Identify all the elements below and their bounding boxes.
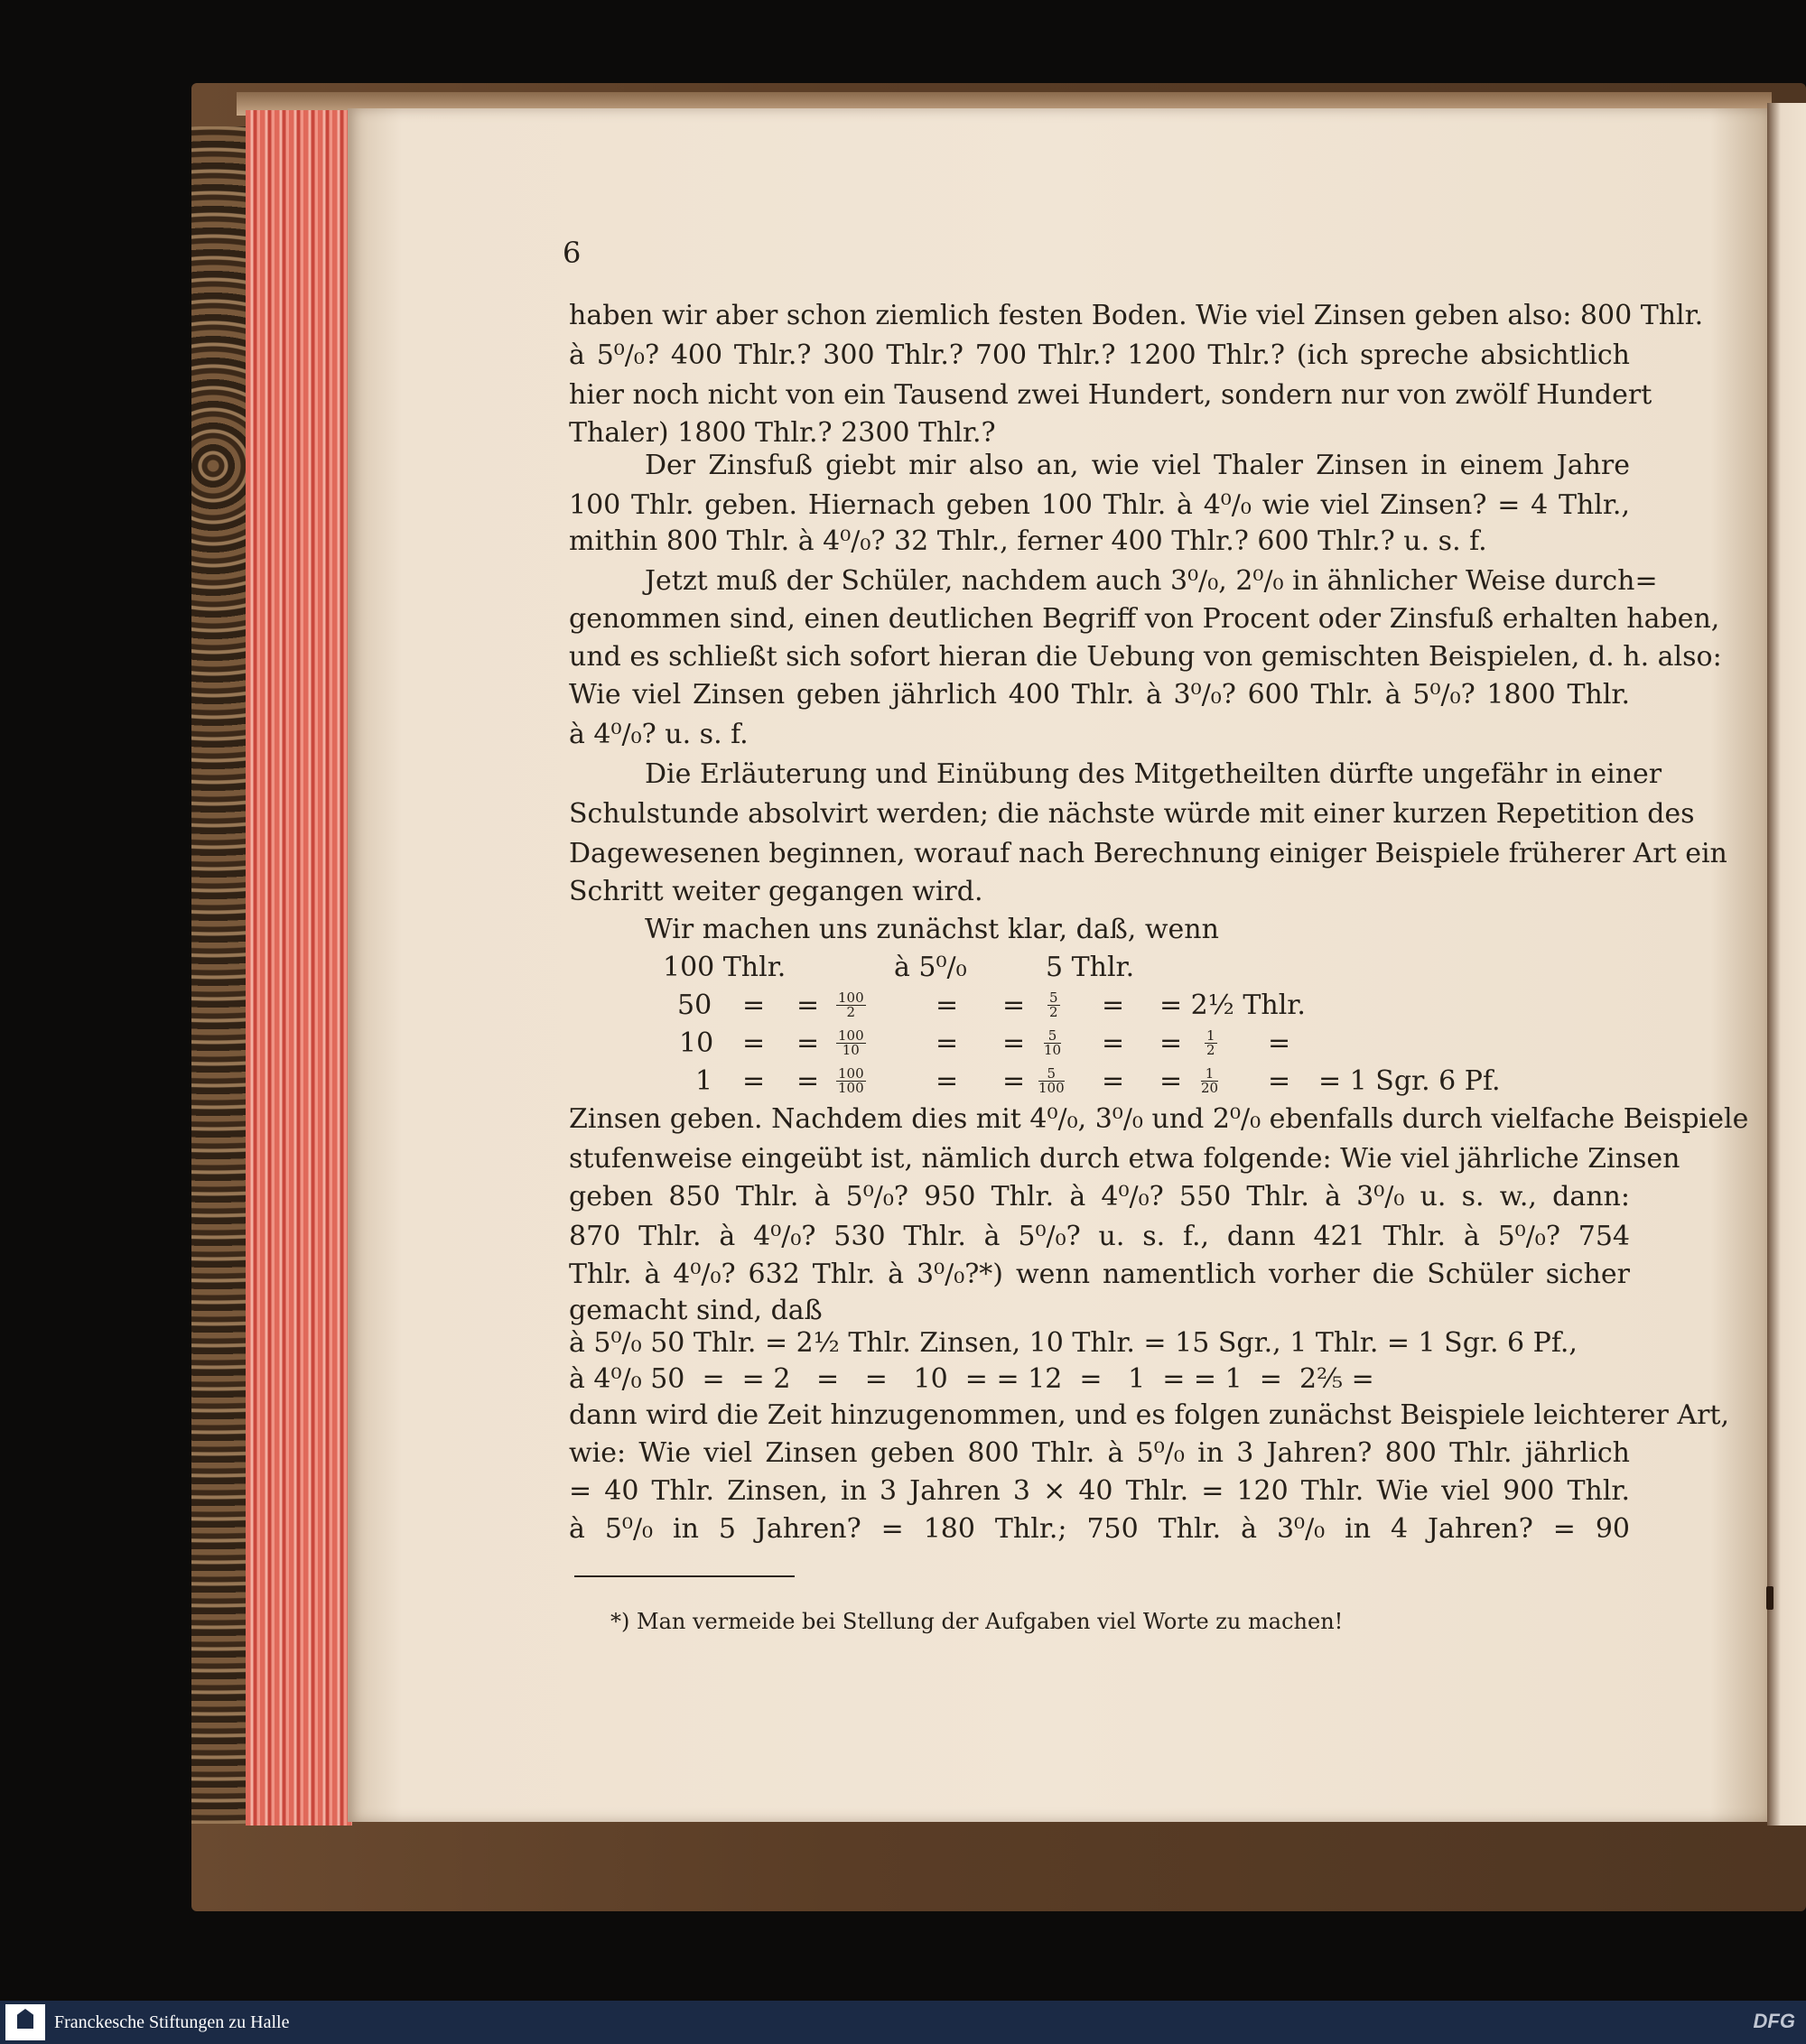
facing-page — [1767, 103, 1806, 1826]
table-cell: = — [1002, 989, 1026, 1021]
page-tab-mark — [1766, 1586, 1773, 1610]
text-line: à 4⁰/₀? u. s. f. — [569, 719, 749, 750]
page-edges — [246, 110, 352, 1826]
text-line: Dagewesenen beginnen, worauf nach Berechnung einiger Beispiele früherer Art ein — [569, 838, 1727, 869]
table-cell: = — [796, 1027, 820, 1059]
table-cell: 1 — [695, 1065, 713, 1097]
text-line: Thlr. à 4⁰/₀? 632 Thlr. à 3⁰/₀?*) wenn namentlich vorher die Schüler sicher — [569, 1259, 1630, 1290]
table-cell: 50 — [677, 989, 712, 1021]
table-cell: = — [796, 1065, 820, 1097]
fraction: $\frac{1}{20}$ — [1201, 1065, 1219, 1096]
text-line: geben 850 Thlr. à 5⁰/₀? 950 Thlr. à 4⁰/₀? 550 Thlr. à 3⁰/₀ u. s. w., dann: — [569, 1181, 1630, 1212]
text-line: haben wir aber schon ziemlich festen Boden. Wie viel Zinsen geben also: 800 Thlr. — [569, 300, 1704, 331]
footnote-rule — [574, 1575, 795, 1577]
ditto-mark: = — [1268, 1027, 1291, 1059]
text-line: mithin 800 Thlr. à 4⁰/₀? 32 Thlr., ferner 400 Thlr.? 600 Thlr.? u. s. f. — [569, 525, 1487, 557]
text-line: à 5⁰/₀? 400 Thlr.? 300 Thlr.? 700 Thlr.? 1200 Thlr.? (ich spreche absichtlich — [569, 339, 1630, 371]
text-line: hier noch nicht von ein Tausend zwei Hundert, sondern nur von zwölf Hundert — [569, 379, 1652, 411]
text-line: Wir machen uns zunächst klar, daß, wenn — [645, 914, 1219, 945]
table-cell: = — [796, 989, 820, 1021]
table-cell: 5 Thlr. — [1046, 952, 1135, 983]
text-line: Der Zinsfuß giebt mir also an, wie viel Thaler Zinsen in einem Jahre — [645, 450, 1630, 481]
fraction: $\frac{100}{100}$ — [838, 1065, 864, 1096]
text-line: gemacht sind, daß — [569, 1295, 823, 1326]
footnote: *) Man vermeide bei Stellung der Aufgaben viel Worte zu machen! — [610, 1609, 1344, 1634]
text-line: 870 Thlr. à 4⁰/₀? 530 Thlr. à 5⁰/₀? u. s. f., dann 421 Thlr. à 5⁰/₀? 754 — [569, 1221, 1630, 1252]
fraction: $\frac{100}{2}$ — [838, 989, 864, 1020]
ditto-mark: = — [1102, 1027, 1125, 1059]
text-line: à 5⁰/₀ in 5 Jahren? = 180 Thlr.; 750 Thlr. à 3⁰/₀ in 4 Jahren? = 90 — [569, 1513, 1630, 1545]
text-line: wie: Wie viel Zinsen geben 800 Thlr. à 5⁰/₀ in 3 Jahren? 800 Thlr. jährlich — [569, 1437, 1630, 1469]
text-line: Wie viel Zinsen geben jährlich 400 Thlr. à 3⁰/₀? 600 Thlr. à 5⁰/₀? 1800 Thlr. — [569, 679, 1630, 711]
institution-name[interactable]: Franckesche Stiftungen zu Halle — [54, 2012, 290, 2032]
fraction: $\frac{1}{2}$ — [1206, 1027, 1215, 1058]
table-cell: = — [1159, 1027, 1183, 1059]
table-cell: à 5⁰/₀ — [894, 952, 967, 983]
rate-line: à 5⁰/₀ 50 Thlr. = 2½ Thlr. Zinsen, 10 Thlr. = 15 Sgr., 1 Thlr. = 1 Sgr. 6 Pf., — [569, 1327, 1578, 1359]
text-line: Thaler) 1800 Thlr.? 2300 Thlr.? — [569, 417, 996, 449]
table-cell: = — [1002, 1065, 1026, 1097]
ditto-mark: = — [936, 989, 959, 1021]
rate-line: à 4⁰/₀ 50 = = 2 = = 10 = = 12 = 1 = = 1 = 2⅖ = — [569, 1363, 1374, 1395]
table-cell: = 2½ Thlr. — [1159, 989, 1306, 1021]
table-cell: = — [1159, 1065, 1183, 1097]
text-line: Die Erläuterung und Einübung des Mitgetheilten dürfte ungefähr in einer — [645, 758, 1662, 790]
text-line: Zinsen geben. Nachdem dies mit 4⁰/₀, 3⁰/₀ und 2⁰/₀ ebenfalls durch vielfache Beispiele — [569, 1103, 1749, 1135]
text-line: Jetzt muß der Schüler, nachdem auch 3⁰/₀, 2⁰/₀ in ähnlicher Weise durch= — [645, 565, 1658, 597]
fraction: $\frac{5}{100}$ — [1038, 1065, 1065, 1096]
ditto-mark: = — [936, 1027, 959, 1059]
table-cell: = — [1002, 1027, 1026, 1059]
fraction: $\frac{5}{2}$ — [1049, 989, 1058, 1020]
page-number: 6 — [563, 236, 582, 270]
text-line: = 40 Thlr. Zinsen, in 3 Jahren 3 × 40 Thlr. = 120 Thlr. Wie viel 900 Thlr. — [569, 1475, 1630, 1507]
ditto-mark: = — [742, 1065, 766, 1097]
text-line: stufenweise eingeübt ist, nämlich durch etwa folgende: Wie viel jährliche Zinsen — [569, 1143, 1680, 1175]
ditto-mark: = — [1268, 1065, 1291, 1097]
fraction: $\frac{5}{10}$ — [1044, 1027, 1062, 1058]
text-line: Schulstunde absolvirt werden; die nächste würde mit einer kurzen Repetition des — [569, 798, 1695, 830]
text-line: dann wird die Zeit hinzugenommen, und es folgen zunächst Beispiele leichterer Art, — [569, 1399, 1730, 1431]
dfg-logo[interactable]: DFG — [1753, 2010, 1795, 2032]
ditto-mark: = — [742, 989, 766, 1021]
ditto-mark: = — [1102, 989, 1125, 1021]
ditto-mark: = — [936, 1065, 959, 1097]
ditto-mark: = — [1102, 1065, 1125, 1097]
text-line: Schritt weiter gegangen wird. — [569, 876, 983, 907]
table-cell: 10 — [679, 1027, 714, 1059]
text-line: 100 Thlr. geben. Hiernach geben 100 Thlr. à 4⁰/₀ wie viel Zinsen? = 4 Thlr., — [569, 489, 1630, 521]
text-line: und es schließt sich sofort hieran die Uebung von gemischten Beispielen, d. h. also: — [569, 641, 1722, 673]
ditto-mark: = — [742, 1027, 766, 1059]
table-cell: 100 Thlr. — [663, 952, 787, 983]
fraction: $\frac{100}{10}$ — [838, 1027, 864, 1058]
table-cell: = 1 Sgr. 6 Pf. — [1318, 1065, 1501, 1097]
text-line: genommen sind, einen deutlichen Begriff von Procent oder Zinsfuß erhalten haben, — [569, 603, 1720, 635]
